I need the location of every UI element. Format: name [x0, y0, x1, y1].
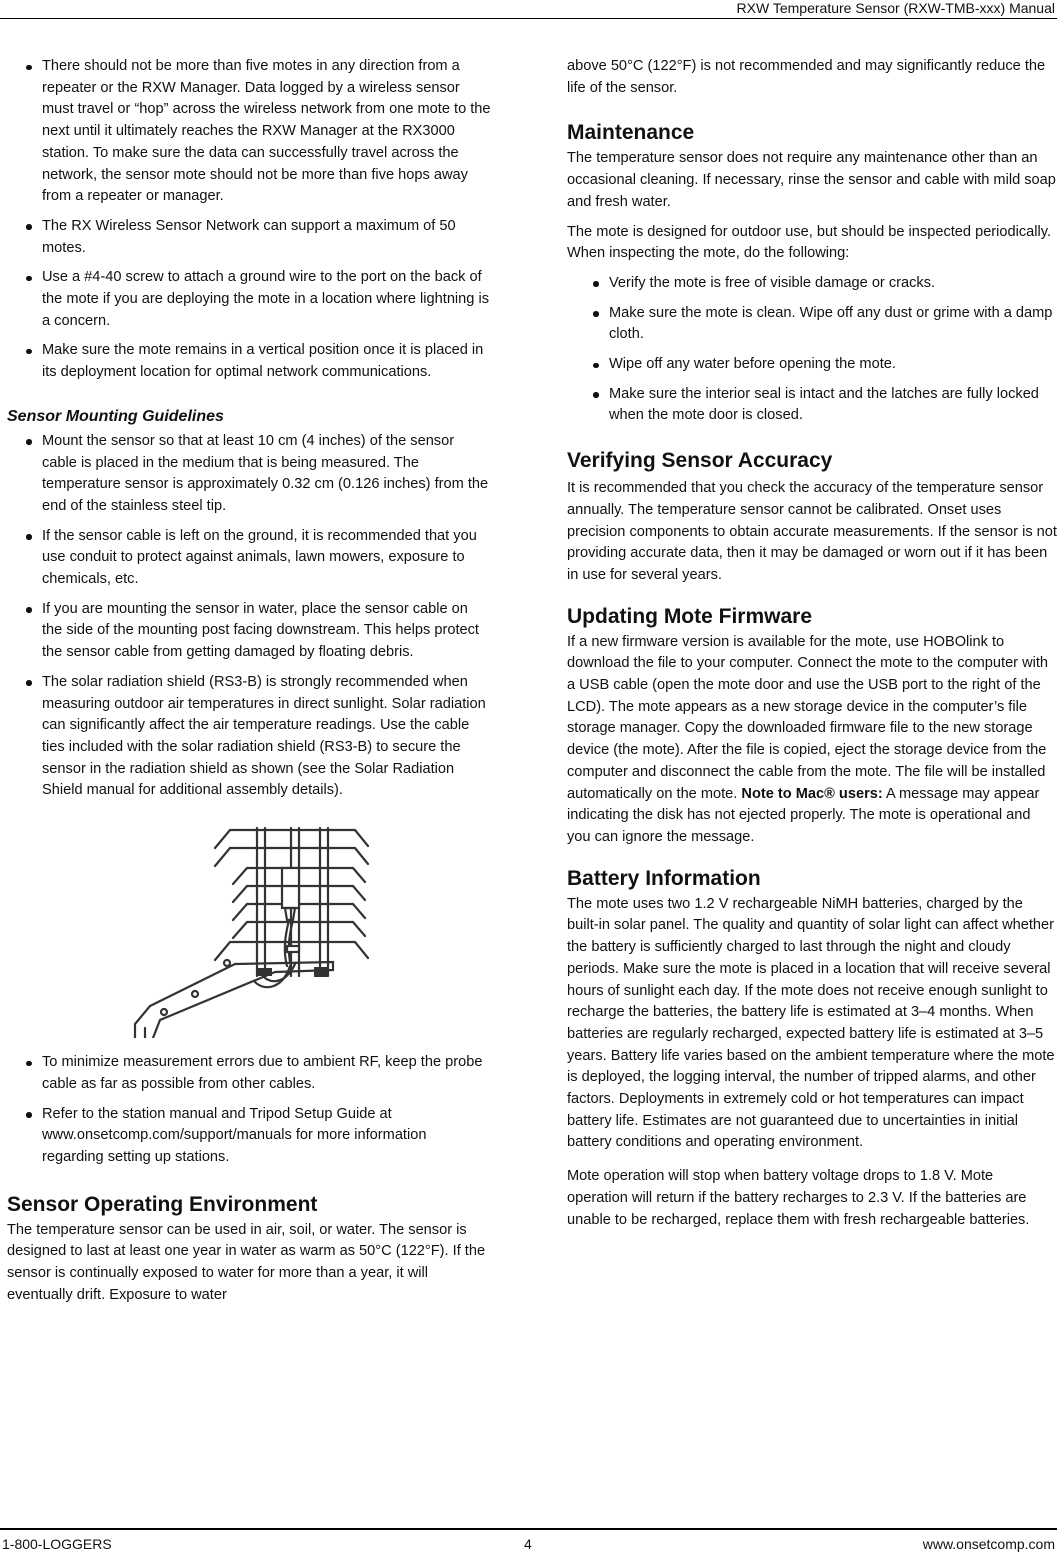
firmware-text	[567, 632, 1057, 849]
accuracy-heading: Verifying Sensor Accuracy	[567, 449, 833, 473]
list-item: Refer to the station manual and Tripod Setup Guide at www.onsetcomp.com/support/manuals for more information regarding setting up stations.	[7, 1104, 492, 1169]
list-item: If you are mounting the sensor in water, place the sensor cable on the side of the mounting post facing downstream. This helps protect the sensor cable from getting damaged by floating debris.	[7, 599, 492, 664]
left-column	[7, 56, 492, 1314]
phone-number: 1-800-LOGGERS	[2, 1536, 112, 1552]
list-item: Make sure the mote remains in a vertical position once it is placed in its deployment location for optimal network communications.	[7, 340, 492, 383]
network-bullets	[7, 56, 492, 384]
list-item: Verify the mote is free of visible damage or cracks.	[567, 273, 1057, 295]
operating-environment-text: The temperature sensor can be used in air, soil, or water. The sensor is designed to last at least one year in water as warm as 50°C (122°F). If the sensor is continually exposed to water for more than a year, it will eventually drift. Exposure to water	[7, 1221, 486, 1303]
page-header	[0, 0, 1057, 19]
battery-heading: Battery Information	[567, 866, 761, 890]
battery-paragraph: The mote uses two 1.2 V rechargeable NiMH batteries, charged by the built-in solar panel. The quality and quantity of solar light can affect whether the battery is sufficiently charged to last through the night and cloudy periods. Make sure the mote is placed in a location that will receive several hours of sunlight each day. If the mote does not receive enough sunlight to recharge the batteries, the battery life is estimated at 3–4 months. When batteries are regularly recharged, expected battery life is estimated at 3–5 years. Battery life varies based on the ambient temperature where the mote is deployed, the logging interval, the number of tripped alarms, and other factors. Deployments in extremely cold or hot temperatures can impact battery life. Estimates are not guaranteed due to uncertainties in initial battery conditions and operating environment.	[567, 895, 1055, 1151]
additional-mounting-bullets	[7, 1052, 492, 1169]
maintenance-bullets	[567, 273, 1057, 427]
battery-paragraph: Mote operation will stop when battery voltage drops to 1.8 V. Mote operation will return if the battery recharges to 2.3 V. If the batteries are unable to be recharged, replace them with fresh rechargeable batteries.	[567, 1168, 1030, 1228]
website-link[interactable]: www.onsetcomp.com	[922, 1536, 1055, 1552]
list-item: Wipe off any water before opening the mote.	[567, 354, 1057, 376]
page-footer	[0, 1528, 1057, 1555]
list-item: The solar radiation shield (RS3-B) is strongly recommended when measuring outdoor air temperatures in direct sunlight. Solar radiation can significantly affect the air temperature readings. Use the cable ties included with the solar radiation shield (RS3-B) to secure the sensor in the radiation shield as shown (see the Solar Radiation Shield manual for additional assembly details).	[7, 672, 492, 802]
list-item: The RX Wireless Sensor Network can support a maximum of 50 motes.	[7, 216, 492, 259]
maintenance-paragraph: The mote is designed for outdoor use, but should be inspected periodically. When inspecting the mote, do the following:	[567, 223, 1052, 262]
firmware-heading: Updating Mote Firmware	[567, 604, 813, 628]
list-item: There should not be more than five motes in any direction from a repeater or the RXW Manager. Data logged by a wireless sensor must travel or “hop” across the wireless network from one mote to the next until it ultimately reaches the RXW Manager at the RX3000 station. To make sure the data can successfully travel across the network, the sensor mote should not be more than five hops away from a repeater or manager.	[7, 56, 492, 208]
list-item: Mount the sensor so that at least 10 cm (4 inches) of the sensor cable is placed in the medium that is being measured. The temperature sensor is approximately 0.32 cm (0.126 inches) from the end of the stainless steel tip.	[7, 431, 492, 518]
mac-note-label: Note to Mac® users:	[741, 785, 883, 802]
radiation-shield-illustration-icon	[115, 816, 375, 1038]
mounting-bullets	[7, 431, 492, 802]
firmware-body: If a new firmware version is available for the mote, use HOBOlink to download the file to your computer. Connect the mote to the computer with a USB cable (open the mote door and use the USB port to the right of the LCD). The mote appears as a new storage device in the computer’s file storage manager. Copy the downloaded firmware file to the new storage device (the mote). After the file is copied, eject the storage device from the computer and disconnect the cable from the mote. The file will be installed automatically on the mote.	[567, 633, 1049, 802]
mac-note-text: A message may appear indicating the disk has not ejected properly. The mote is operational and you can ignore the message.	[567, 785, 1040, 845]
list-item: Use a #4-40 screw to attach a ground wire to the port on the back of the mote if you are deploying the mote in a location where lightning is a concern.	[7, 267, 492, 332]
right-column	[567, 56, 1057, 1239]
radiation-shield-figure	[115, 816, 375, 1038]
maintenance-heading: Maintenance	[567, 121, 695, 145]
maintenance-paragraph: The temperature sensor does not require any maintenance other than an occasional cleaning. If necessary, rinse the sensor and cable with mild soap and fresh water.	[567, 150, 1056, 210]
page-number: 4	[524, 1536, 532, 1552]
list-item: Make sure the interior seal is intact and the latches are fully locked when the mote door is closed.	[567, 384, 1057, 427]
list-item: If the sensor cable is left on the ground, it is recommended that you use conduit to protect against animals, lawn mowers, exposure to chemicals, etc.	[7, 526, 492, 591]
manual-title: RXW Temperature Sensor (RXW-TMB-xxx) Manual	[736, 0, 1055, 16]
operating-environment-continuation: above 50°C (122°F) is not recommended and may significantly reduce the life of the sensor.	[567, 58, 1046, 96]
mounting-guidelines-heading: Sensor Mounting Guidelines	[7, 407, 224, 425]
list-item: To minimize measurement errors due to ambient RF, keep the probe cable as far as possible from other cables.	[7, 1052, 492, 1095]
accuracy-text: It is recommended that you check the accuracy of the temperature sensor annually. The temperature sensor cannot be calibrated. Onset uses precision components to obtain accurate measurements. If the sensor is not providing accurate data, then it may be damaged or worn out if it has been in use for several years.	[567, 480, 1057, 583]
list-item: Make sure the mote is clean. Wipe off any dust or grime with a damp cloth.	[567, 303, 1057, 346]
operating-environment-heading: Sensor Operating Environment	[7, 1192, 318, 1216]
